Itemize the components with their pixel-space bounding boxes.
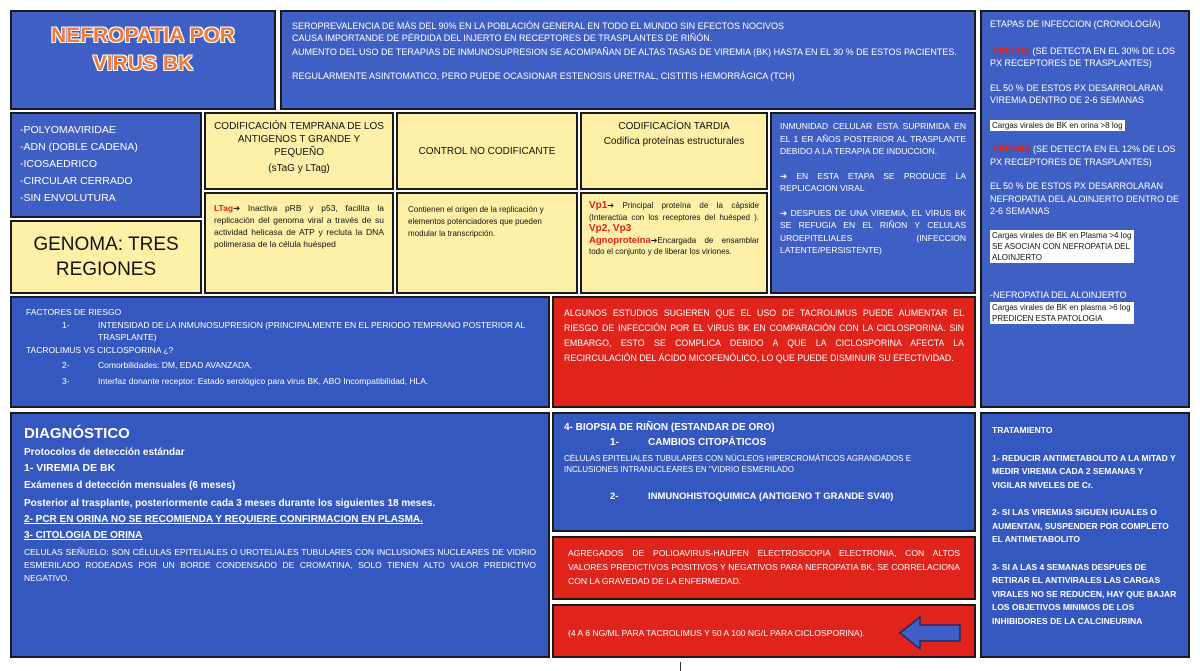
taxonomy-item: -SIN ENVOLUTURA — [20, 192, 116, 204]
factor-num: 3- — [62, 375, 70, 386]
inmunidad-p3: DESPUES DE UNA VIREMIA, EL VIRUS BK SE REFUGIA EN EL RIÑON Y CELULAS UROEPITELIALES (INFECCION LATENTE/PERSISTENTE) — [780, 207, 966, 255]
arrow-icon: ➔ — [607, 201, 615, 210]
region2-text: Contienen el origen de la replicación y elementos potenciadores que pueden modular la transcripción. — [408, 205, 544, 238]
intro-line-2: CAUSA IMPORTANDE DE PÉRDIDA DEL INJERTO EN RECEPTORES DE TRASPLANTES DE RIÑÓN. — [292, 33, 713, 43]
viruria-note: Cargas virales de BK en orina >8 log — [992, 120, 1123, 130]
factor-text: Interfaz donante receptor: Estado serológico para virus BK, ABO Incompatibilidad, HLA. — [98, 375, 429, 386]
taxonomy-box — [10, 112, 202, 218]
arrow-icon: ➔ — [233, 203, 241, 213]
bottom-tick — [680, 662, 681, 671]
tratamiento-1: 1- REDUCIR ANTIMETABOLITO A LA MITAD Y MEDIR VIREMIA CADA 2 SEMANAS Y VIGILAR NIVELES DE Cr. — [992, 452, 1176, 490]
agregados-box — [552, 536, 976, 600]
region2-detail-box — [396, 192, 578, 294]
factor-item-3 — [62, 375, 534, 388]
inmunidad-p2: EN ESTA ETAPA SE PRODUCE LA REPLICACION VIRAL — [780, 170, 966, 193]
genoma-box — [10, 220, 202, 294]
region1-sub: (sTaG y LTag) — [268, 163, 330, 174]
region3-sub: Codifica proteínas estructurales — [603, 136, 745, 147]
viremia-text: (SE DETECTA EN EL 12% DE LOS PX RECEPTORES DE TRASPLANTES) — [990, 144, 1176, 167]
factor-text: INTENSIDAD DE LA INMUNOSUPRESION (PRINCIPALMENTE EN EL PERIODO TEMPRANO POSTERIOR AL TRASPLANTE) — [98, 319, 525, 342]
diag-citologia-text: CELULAS SEÑUELO: SON CÉLULAS EPITELIALES O UROTELIALES TUBULARES CON INCLUSIONES NUCLEARES DE VIDRIO ESMERILADO RODEADAS POR UN BORDE CONDENSADO DE CROMATINA, SOLO TIENEN ALTO VALOR PREDICTIVO NEGATIVO. — [24, 547, 536, 583]
niveles-text: (4 A 6 NG/ML PARA TACROLIMUS Y 50 A 100 NG/L PARA CICLOSPORINA). — [568, 628, 865, 638]
tratamiento-3: 3- SI A LAS 4 SEMANAS DESPUES DE RETIRAR EL ANTIVIRALES LAS CARGAS VIRALES NO SE REDUCEN, HAY QUE BAJAR LOS OBJETIVOS MINIMOS DE LOS INHIBIDORES DE LA CALCINEURINA — [992, 561, 1177, 626]
region1-title: CODIFICACIÓN TEMPRANA DE LOS ANTIGENOS T GRANDE Y PEQUEÑO — [214, 121, 384, 158]
factor-num: 1- — [62, 319, 70, 330]
arrow-icon: ➔ — [650, 235, 658, 245]
biopsia-c1-text: CÉLULAS EPITELIALES TUBULARES CON NÚCLEOS HIPERCROMÁTICOS AGRANDADOS E INCLUSIONES INTRANUCLEARES EN "VIDRIO ESMERILADO — [564, 454, 912, 474]
tratamiento-box — [980, 412, 1190, 658]
vp23-label: Vp2, Vp3 — [589, 223, 632, 234]
intro-line-3: AUMENTO DEL USO DE TERAPIAS DE INMUNOSUPRESION SE ACOMPAÑAN DE ALTAS TASAS DE VIREMIA (BK) HASTA EN EL 30 % DE ESTOS PACIENTES. — [292, 47, 957, 57]
factor-num: 2- — [62, 360, 70, 370]
viremia-note: Cargas virales de BK en Plasma >4 log SE ASOCIAN CON NEFROPATIA DEL ALOINJERTO — [990, 230, 1134, 263]
tratamiento-heading: TRATAMIENTO — [992, 425, 1053, 435]
factores-box — [10, 296, 550, 408]
etapas-box — [980, 10, 1190, 408]
viruria-follow: EL 50 % DE ESTOS PX DESARROLARAN VIREMIA DENTRO DE 2-6 SEMANAS — [990, 82, 1164, 105]
viremia-label: -VIREMIA — [990, 144, 1031, 154]
taxonomy-item: -ICOSAEDRICO — [20, 158, 98, 170]
factor-item-1 — [62, 319, 534, 344]
diag-viremia-b: Posterior al trasplante, posteriormente cada 3 meses durante los siguientes 18 meses. — [24, 498, 436, 509]
title-line-1: NEFROPATIA POR — [51, 24, 235, 47]
page-title — [12, 22, 274, 78]
intro-box — [280, 10, 976, 110]
diag-viremia: 1- VIREMIA DE BK — [24, 462, 116, 474]
diagnostico-protocolos: Protocolos de detección estándar — [24, 447, 185, 458]
region1-detail-box — [204, 192, 394, 294]
diagnostico-heading: DIAGNÓSTICO — [24, 425, 130, 442]
viruria-text: (SE DETECTA EN EL 30% DE LOS PX RECEPTORES DE TRASPLANTES) — [990, 45, 1176, 68]
taxonomy-item: -CIRCULAR CERRADO — [20, 175, 133, 187]
region2-title: CONTROL NO CODIFICANTE — [418, 145, 556, 157]
biopsia-num: 2- — [610, 491, 619, 502]
inmunidad-p1: INMUNIDAD CELULAR ESTA SUPRIMIDA EN EL 1 ER AÑOS POSTERIOR AL TRASPLANTE DEBIDO A LA TERAPIA DE INDUCCION. — [780, 121, 966, 156]
title-line-2: VIRUS BK — [92, 52, 194, 75]
biopsia-item-2 — [610, 491, 964, 503]
diag-pcr: 2- PCR EN ORINA NO SE RECOMIENDA Y REQUIERE CONFIRMACION EN PLASMA. — [24, 514, 423, 525]
nefro-note: Cargas virales de BK en plasma >6 log PREDICEN ESTA PATOLOGIA — [990, 302, 1134, 324]
taxonomy-item: -ADN (DOBLE CADENA) — [20, 141, 138, 153]
genoma-title: GENOMA: TRES REGIONES — [33, 234, 179, 280]
factor-text: Comorbilidades: DM, EDAD AVANZADA, — [98, 360, 253, 370]
intro-line-4: REGULARMENTE ASINTOMATICO, PERO PUEDE OCASIONAR ESTENOSIS URETRAL, CISTITIS HEMORRÁGICA (TCH) — [292, 71, 795, 81]
niveles-box — [552, 604, 976, 658]
ltag-text: Inactiva pRB y p53, facilita la replicación del genoma viral a través de su actividad helicasa de ATP y recluta la DNA polimerasa de la célula huésped — [214, 203, 384, 249]
intro-line-1: SEROPREVALENCIA DE MÁS DEL 90% EN LA POBLACIÓN GENERAL EN TODO EL MUNDO SIN EFECTOS NOCIVOS — [292, 21, 784, 31]
region1-title-box — [204, 112, 394, 190]
estudios-box — [552, 296, 976, 408]
viremia-follow: EL 50 % DE ESTOS PX DESARROLARAN NEFROPATIA DEL ALOINJERTO DENTRO DE 2-6 SEMANAS — [990, 181, 1180, 216]
viruria-label: -VIRURIA — [990, 45, 1030, 56]
biopsia-item-1 — [610, 437, 964, 449]
inmunidad-box — [770, 112, 976, 294]
factor-item-2 — [62, 359, 534, 372]
region3-detail-box — [580, 192, 768, 294]
region2-title-box — [396, 112, 578, 190]
arrow-icon: ➔ — [780, 207, 788, 218]
diag-citologia: 3- CITOLOGIA DE ORINA — [24, 530, 143, 541]
biopsia-c1: CAMBIOS CITOPÁTICOS — [648, 437, 767, 448]
factores-heading: FACTORES DE RIESGO — [26, 307, 122, 317]
diagnostico-box — [10, 412, 550, 658]
vp1-label: Vp1 — [589, 200, 608, 211]
taxonomy-item: -POLYOMAVIRIDAE — [20, 124, 116, 136]
tacro-question: TACROLIMUS VS CICLOSPORINA ¿? — [26, 344, 174, 355]
region3-title-box — [580, 112, 768, 190]
estudios-text: ALGUNOS ESTUDIOS SUGIEREN QUE EL USO DE TACROLIMUS PUEDE AUMENTAR EL RIESGO DE INFECCIÓN POR EL VIRUS BK EN COMPARACIÓN CON LA CICLOSPORINA. SIN EMBARGO, ESTO SE COMPLICA DEBIDO A QUE LA CICLOSPORINA AFECTA LA RECIRCULACIÓN DEL ÁCIDO MICOFENÓLICO, LO QUE PUEDE DISMINUIR SU EFECTIVIDAD. — [564, 308, 964, 363]
etapas-heading: ETAPAS DE INFECCION (CRONOLOGÍA) — [990, 19, 1161, 29]
agno-label: Agnoproteína — [589, 234, 651, 246]
agregados-text: AGREGADOS DE POLIOAVIRUS-HAUFEN ELECTROSCOPIA ELECTRONIA, CON ALTOS VALORES PREDICTIVOS POSITIVOS Y NEGATIVOS PARA NEFROPATIA BK, SE CORRELACIONA CON LA GRAVEDAD DE LA ENFERMEDAD. — [568, 548, 960, 586]
viruria-stage — [990, 45, 1180, 70]
nefro-label: -NEFROPATIA DEL ALOINJERTO — [990, 290, 1127, 300]
biopsia-heading: 4- BIOPSIA DE RIÑON (ESTANDAR DE ORO) — [564, 422, 775, 433]
region3-title: CODIFICACÍON TARDIA — [618, 121, 730, 132]
title-box — [10, 10, 276, 110]
arrow-left-icon — [898, 615, 962, 651]
viremia-stage — [990, 143, 1180, 168]
diag-viremia-a: Exámenes d detección mensuales (6 meses) — [24, 480, 236, 491]
ltag-label: LTag — [214, 203, 234, 213]
agno-text: Encargada de ensamblar todo el conjunto y de liberar los viriones. — [589, 235, 759, 256]
biopsia-num: 1- — [610, 437, 619, 448]
vp1-text: Principal proteína de la cápside (Interactúa con los receptores del huésped ). — [589, 201, 759, 222]
biopsia-c2: INMUNOHISTOQUIMICA (ANTIGENO T GRANDE SV40) — [648, 491, 894, 502]
tratamiento-2: 2- SI LAS VIREMIAS SIGUEN IGUALES O AUMENTAN, SUSPENDER POR COMPLETO EL ANTIMETABOLITO — [992, 507, 1169, 544]
biopsia-box — [552, 412, 976, 532]
arrow-icon: ➔ — [780, 170, 788, 181]
